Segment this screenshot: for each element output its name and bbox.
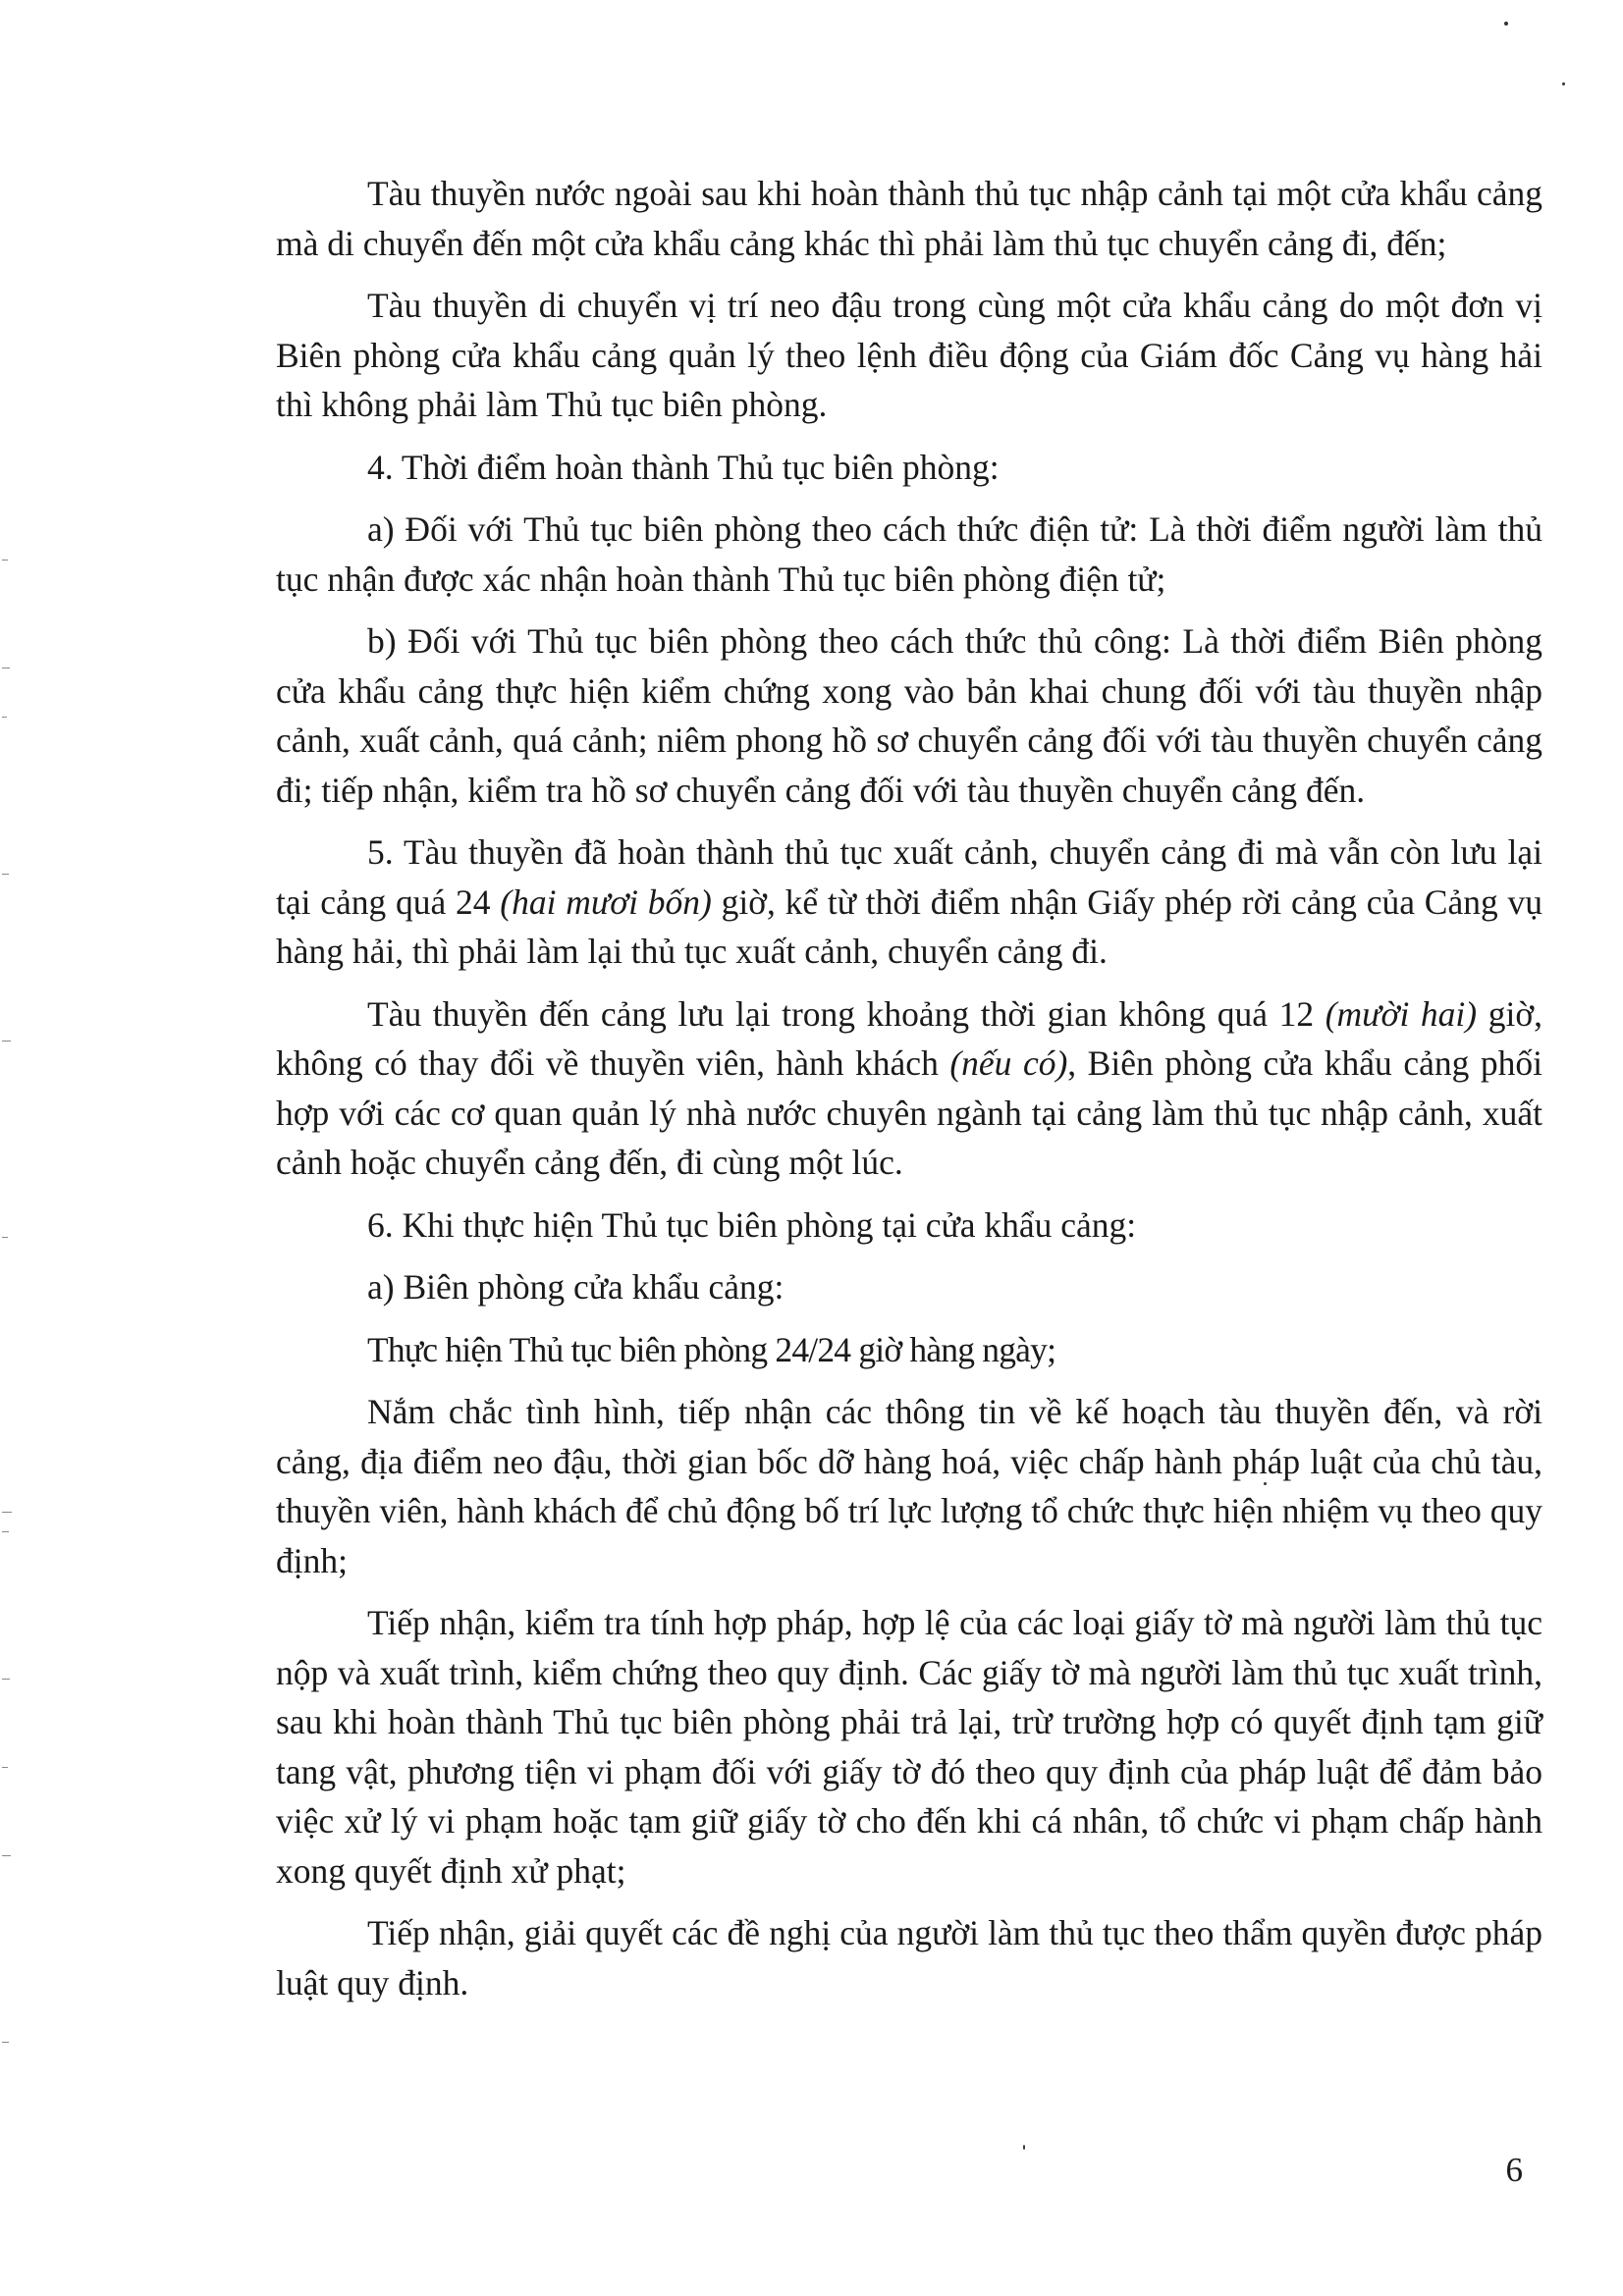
paragraph — [276, 281, 1542, 430]
text-run: a) Biên phòng cửa khẩu cảng: — [367, 1267, 784, 1307]
paragraph — [276, 505, 1542, 604]
paragraph — [276, 443, 1542, 493]
paragraph — [276, 1387, 1542, 1585]
scan-speck — [1023, 2145, 1025, 2150]
paragraph — [276, 616, 1542, 815]
text-run: Tàu thuyền di chuyển vị trí neo đậu trong cùng một cửa khẩu cảng do một đơn vị Biên phòng cửa khẩu cảng quản lý theo lệnh điều động của Giám đốc Cảng vụ hàng hải thì không phải làm Thủ tục biên phòng. — [276, 286, 1542, 424]
text-run: Thực hiện Thủ tục biên phòng 24/24 giờ hàng ngày; — [367, 1329, 1056, 1369]
text-run: giờ, kể từ thời điểm nhận Giấy phép rời cảng của Cảng vụ hàng hải, thì phải làm lại thủ tục xuất cảnh, chuyển cảng đi. — [276, 881, 1542, 971]
paragraph — [276, 828, 1542, 977]
scan-speck — [1504, 22, 1508, 26]
text-run: Tiếp nhận, kiểm tra tính hợp pháp, hợp lệ của các loại giấy tờ mà người làm thủ tục nộp và xuất trình, kiểm chứng theo quy định. Các giấy tờ mà người làm thủ tục xuất trình, sau khi hoàn thành Thủ tục biên phòng phải trả lại, trừ trường hợp có quyết định tạm giữ tang vật, phương tiện vi phạm đối với giấy tờ đó theo quy định của pháp luật để đảm bảo việc xử lý vi phạm hoặc tạm giữ giấy tờ cho đến khi cá nhân, tổ chức vi phạm chấp hành xong quyết định xử phạt; — [276, 1603, 1542, 1891]
paragraph — [276, 1598, 1542, 1896]
paragraph — [276, 989, 1542, 1188]
italic-text-run: (nếu có) — [949, 1043, 1068, 1083]
text-run: Tiếp nhận, giải quyết các đề nghị của người làm thủ tục theo thẩm quyền được pháp luật quy định. — [276, 1913, 1542, 2002]
paragraph — [276, 1262, 1542, 1312]
text-run: 6. Khi thực hiện Thủ tục biên phòng tại cửa khẩu cảng: — [367, 1204, 1137, 1245]
text-run: Tàu thuyền nước ngoài sau khi hoàn thành thủ tục nhập cảnh tại một cửa khẩu cảng mà di chuyển đến một cửa khẩu cảng khác thì phải làm thủ tục chuyển cảng đi, đến; — [276, 174, 1542, 263]
text-run: 5. Tàu thuyền đã hoàn thành thủ tục xuất cảnh, chuyển cảng đi mà vẫn còn lưu lại tại cảng quá 24 — [276, 832, 1542, 922]
italic-text-run: (hai mươi bốn) — [500, 881, 712, 922]
text-run: a) Đối với Thủ tục biên phòng theo cách thức điện tử: Là thời điểm người làm thủ tục nhận được xác nhận hoàn thành Thủ tục biên phòng điện tử; — [276, 509, 1542, 599]
text-run: Nắm chắc tình hình, tiếp nhận các thông tin về kế hoạch tàu thuyền đến, và rời cảng, địa điểm neo đậu, thời gian bốc dỡ hàng hoá, việc chấp hành pháp luật của chủ tàu, thuyền viên, hành khách để chủ động bố trí lực lượng tổ chức thực hiện nhiệm vụ theo quy định; — [276, 1392, 1542, 1580]
scan-speck — [1562, 82, 1565, 85]
text-run: 4. Thời điểm hoàn thành Thủ tục biên phòng: — [367, 447, 1000, 487]
text-run: , Biên phòng cửa khẩu cảng phối hợp với các cơ quan quản lý nhà nước chuyên ngành tại cảng làm thủ tục nhập cảnh, xuất cảnh hoặc chuyển cảng đến, đi cùng một lúc. — [276, 1043, 1542, 1182]
text-run: giờ, không có thay đổi về thuyền viên, hành khách — [276, 993, 1542, 1083]
italic-text-run: (mười hai) — [1325, 993, 1478, 1034]
text-run: b) Đối với Thủ tục biên phòng theo cách thức thủ công: Là thời điểm Biên phòng cửa khẩu cảng thực hiện kiểm chứng xong vào bản khai chung đối với tàu thuyền nhập cảnh, xuất cảnh, quá cảnh; niêm phong hồ sơ chuyển cảng đối với tàu thuyền chuyển cảng đi; tiếp nhận, kiểm tra hồ sơ chuyển cảng đối với tàu thuyền chuyển cảng đến. — [276, 621, 1542, 810]
paragraph — [276, 1325, 1542, 1375]
paragraph — [276, 169, 1542, 268]
page-number: 6 — [1505, 2151, 1523, 2189]
paragraph — [276, 1908, 1542, 2007]
paragraph — [276, 1201, 1542, 1251]
document-body — [276, 169, 1542, 2020]
text-run: Tàu thuyền đến cảng lưu lại trong khoảng thời gian không quá 12 — [367, 993, 1325, 1034]
scan-margin-marks — [0, 550, 14, 2061]
